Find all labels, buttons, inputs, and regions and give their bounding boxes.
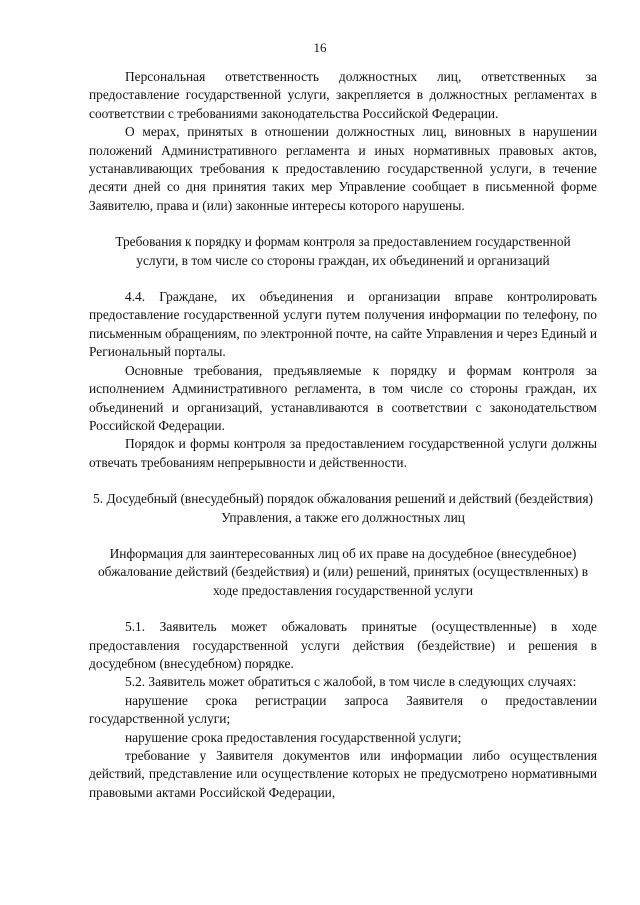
paragraph-measures-taken: О мерах, принятых в отношении должностных лиц, виновных в нарушении положений Административного регламента и иных нормативных правовых актов, устанавливающих требования к предоставлению государственной услуги, в течение десяти дней со дня принятия таких мер Управление сообщает в письменной форме Заявителю, права и (или) законные интересы которого нарушены. — [89, 124, 597, 213]
list-item-document-requirement: требование у Заявителя документов или информации либо осуществления действий, представление или осуществление которых не предусмотрено нормативными правовыми актами Российской Федерации, — [89, 748, 597, 800]
list-item-deadline-violation: нарушение срока предоставления государственной услуги; — [125, 729, 462, 745]
paragraph-control-procedure: Порядок и формы контроля за предоставлением государственной услуги должны отвечать требованиям непрерывности и действенности. — [89, 436, 597, 470]
paragraph-4-4: 4.4. Граждане, их объединения и организации вправе контролировать предоставление государственной услуги путем получения информации по телефону, по письменным обращениям, по электронной почте, на сайте Управления и через Единый и Региональный порталы. — [89, 289, 597, 360]
document-body — [89, 68, 597, 802]
paragraph-5-1: 5.1. Заявитель может обжаловать принятые (осуществленные) в ходе предоставления государственной услуги действия (бездействие) и решения в досудебном (внесудебном) порядке. — [89, 619, 597, 671]
heading-control-requirements: Требования к порядку и формам контроля за предоставлением государственной услуги, в том числе со стороны граждан, их объединений и организаций — [115, 234, 571, 268]
paragraph-main-requirements: Основные требования, предъявляемые к порядку и формам контроля за исполнением Административного регламента, в том числе со стороны граждан, их объединений и организаций, устанавливаются в соответствии с законодательством Российской Федерации. — [89, 362, 597, 433]
list-item-registration-violation: нарушение срока регистрации запроса Заявителя о предоставлении государственной услуги; — [89, 692, 597, 727]
heading-appeal-information: Информация для заинтересованных лиц об их праве на досудебное (внесудебное) обжалование действий (бездействия) и (или) решений, принятых (осуществленных) в ходе предоставления государственной услуги — [97, 545, 589, 598]
page-number: 16 — [313, 40, 327, 55]
heading-section-5: 5. Досудебный (внесудебный) порядок обжалования решений и действий (бездействия) Управления, а также его должностных лиц — [93, 491, 593, 525]
paragraph-5-2: 5.2. Заявитель может обратиться с жалобой, в том числе в следующих случаях: — [125, 674, 577, 690]
paragraph-personal-responsibility: Персональная ответственность должностных лиц, ответственных за предоставление государственной услуги, закрепляется в должностных регламентах в соответствии с требованиями законодательства Российской Федерации. — [89, 69, 597, 121]
